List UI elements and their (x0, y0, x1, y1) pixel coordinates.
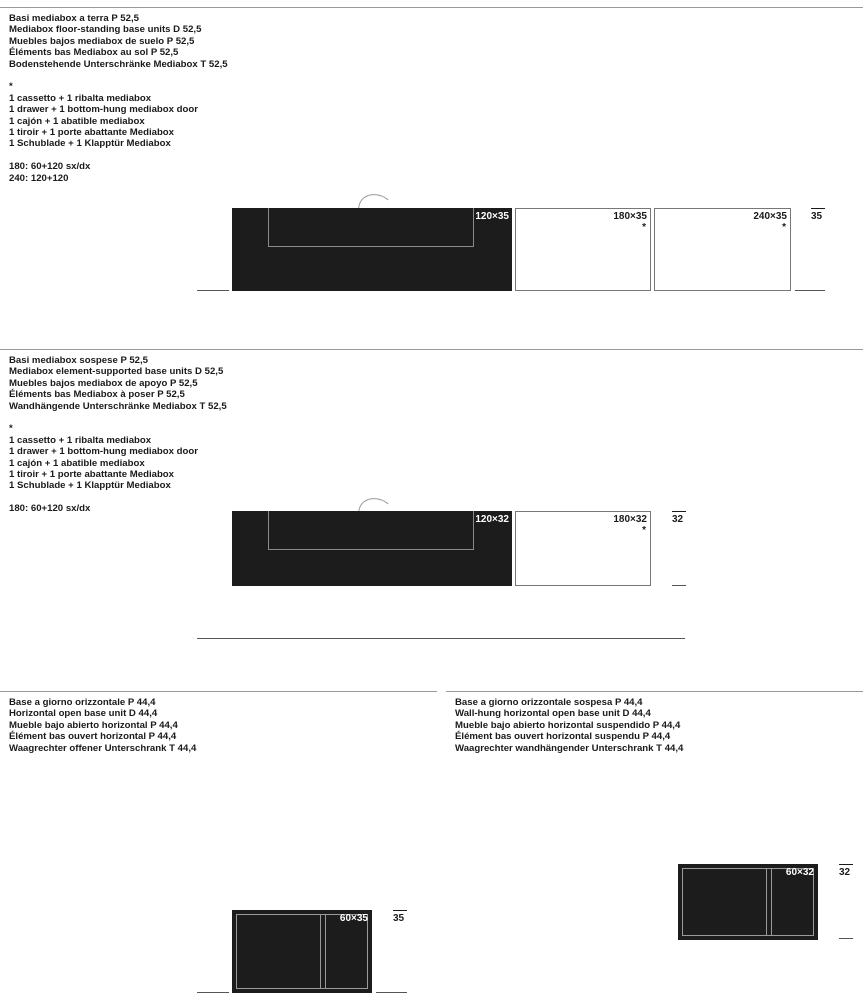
section4-title-de: Waagrechter wandhängender Unterschrank T 44,4 (455, 742, 684, 754)
height-dimension-label: 35 (811, 208, 825, 222)
unit-dimension-label: 180×35 (613, 211, 647, 222)
unit-dimension-label: 240×35 (753, 211, 787, 222)
floor-line-left (197, 290, 229, 291)
section4-title-es: Mueble bajo abierto horizontal suspendido P 44,4 (455, 719, 681, 731)
section4-text (455, 697, 683, 754)
unit-dimension-label: 60×35 (339, 913, 368, 924)
mediabox-unit-180x32 (515, 511, 651, 586)
section3-title-en: Horizontal open base unit D 44,4 (9, 708, 158, 720)
section-divider-left (0, 691, 437, 692)
section4-title-fr: Élément bas ouvert horizontal suspendu P 44,4 (455, 731, 671, 743)
unit-dimension-label: 120×35 (475, 211, 509, 222)
section1-title-de: Bodenstehende Unterschränke Mediabox T 52,5 (9, 58, 228, 70)
section3-title-it: Base a giorno orizzontale P 44,4 (9, 697, 156, 708)
shelf-divider (320, 914, 321, 988)
section1-title-en: Mediabox floor-standing base units D 52,5 (9, 24, 202, 36)
shelf-divider (325, 914, 326, 988)
section2-asterisk: * (9, 423, 13, 435)
section2-title-it: Basi mediabox sospese P 52,5 (9, 355, 149, 366)
section1-title-fr: Éléments bas Mediabox au sol P 52,5 (9, 47, 179, 59)
height-tick-bottom (672, 585, 686, 586)
mediabox-unit-240x35 (654, 208, 791, 291)
section-divider (0, 349, 863, 350)
section3-text (9, 697, 196, 754)
height-dimension-label: 32 (839, 864, 853, 878)
floor-line-right (376, 992, 407, 993)
section2-title-en: Mediabox element-supported base units D 52,5 (9, 366, 224, 378)
section4-title-it: Base a giorno orizzontale sospesa P 44,4 (455, 697, 643, 708)
floor-line-left (197, 992, 229, 993)
mediabox-unit-180x35 (515, 208, 651, 291)
section1-title-it: Basi mediabox a terra P 52,5 (9, 13, 139, 24)
height-dimension-label: 35 (393, 910, 407, 924)
open-unit-inner-frame (682, 868, 814, 936)
section2-config-es: 1 cajón + 1 abatible mediabox (9, 457, 145, 469)
section2-config-it: 1 cassetto + 1 ribalta mediabox (9, 434, 152, 446)
section3-title-fr: Élément bas ouvert horizontal P 44,4 (9, 731, 177, 743)
drawer-outline (268, 208, 474, 247)
drawer-outline (268, 511, 474, 550)
unit-dimension-label: 180×32 (613, 514, 647, 525)
section1-text (9, 13, 228, 184)
floor-line-right (795, 290, 825, 291)
wall-hung-open-unit-60x32 (678, 864, 818, 940)
section-divider-right (446, 691, 863, 692)
unit-dimension-label: 120×32 (475, 514, 509, 525)
section1-config-es: 1 cajón + 1 abatible mediabox (9, 115, 145, 127)
section2-title-fr: Éléments bas Mediabox à poser P 52,5 (9, 389, 185, 401)
section1-title-es: Muebles bajos mediabox de suelo P 52,5 (9, 35, 195, 47)
section2-title-es: Muebles bajos mediabox de apoyo P 52,5 (9, 377, 198, 389)
section1-config-it: 1 cassetto + 1 ribalta mediabox (9, 92, 152, 104)
section1-size-240: 240: 120+120 (9, 172, 69, 184)
height-tick-bottom (839, 938, 853, 939)
wall-line (197, 638, 685, 639)
section2-title-de: Wandhängende Unterschränke Mediabox T 52,5 (9, 400, 227, 412)
open-unit-inner-frame (236, 914, 368, 989)
config-marker: * (642, 525, 646, 536)
config-marker: * (782, 222, 786, 233)
shelf-divider (766, 868, 767, 935)
section2-config-de: 1 Schublade + 1 Klapptür Mediabox (9, 480, 171, 492)
section2-text (9, 355, 227, 515)
section3-title-de: Waagrechter offener Unterschrank T 44,4 (9, 742, 197, 754)
section2-config-fr: 1 tiroir + 1 porte abattante Mediabox (9, 469, 174, 481)
section1-config-fr: 1 tiroir + 1 porte abattante Mediabox (9, 127, 174, 139)
section-divider-top (0, 7, 863, 8)
mediabox-unit-120x32 (232, 511, 512, 586)
unit-dimension-label: 60×32 (785, 867, 814, 878)
section1-asterisk: * (9, 81, 13, 93)
section3-title-es: Mueble bajo abierto horizontal P 44,4 (9, 719, 178, 731)
section1-config-en: 1 drawer + 1 bottom-hung mediabox door (9, 104, 198, 116)
section1-size-180: 180: 60+120 sx/dx (9, 161, 91, 173)
config-marker: * (642, 222, 646, 233)
section1-config-de: 1 Schublade + 1 Klapptür Mediabox (9, 138, 171, 150)
height-dimension-label: 32 (672, 511, 686, 525)
shelf-divider (771, 868, 772, 935)
section2-size-180: 180: 60+120 sx/dx (9, 503, 91, 515)
open-base-unit-60x35 (232, 910, 372, 993)
section2-config-en: 1 drawer + 1 bottom-hung mediabox door (9, 446, 198, 458)
section4-title-en: Wall-hung horizontal open base unit D 44,4 (455, 708, 651, 720)
mediabox-unit-120x35 (232, 208, 512, 291)
